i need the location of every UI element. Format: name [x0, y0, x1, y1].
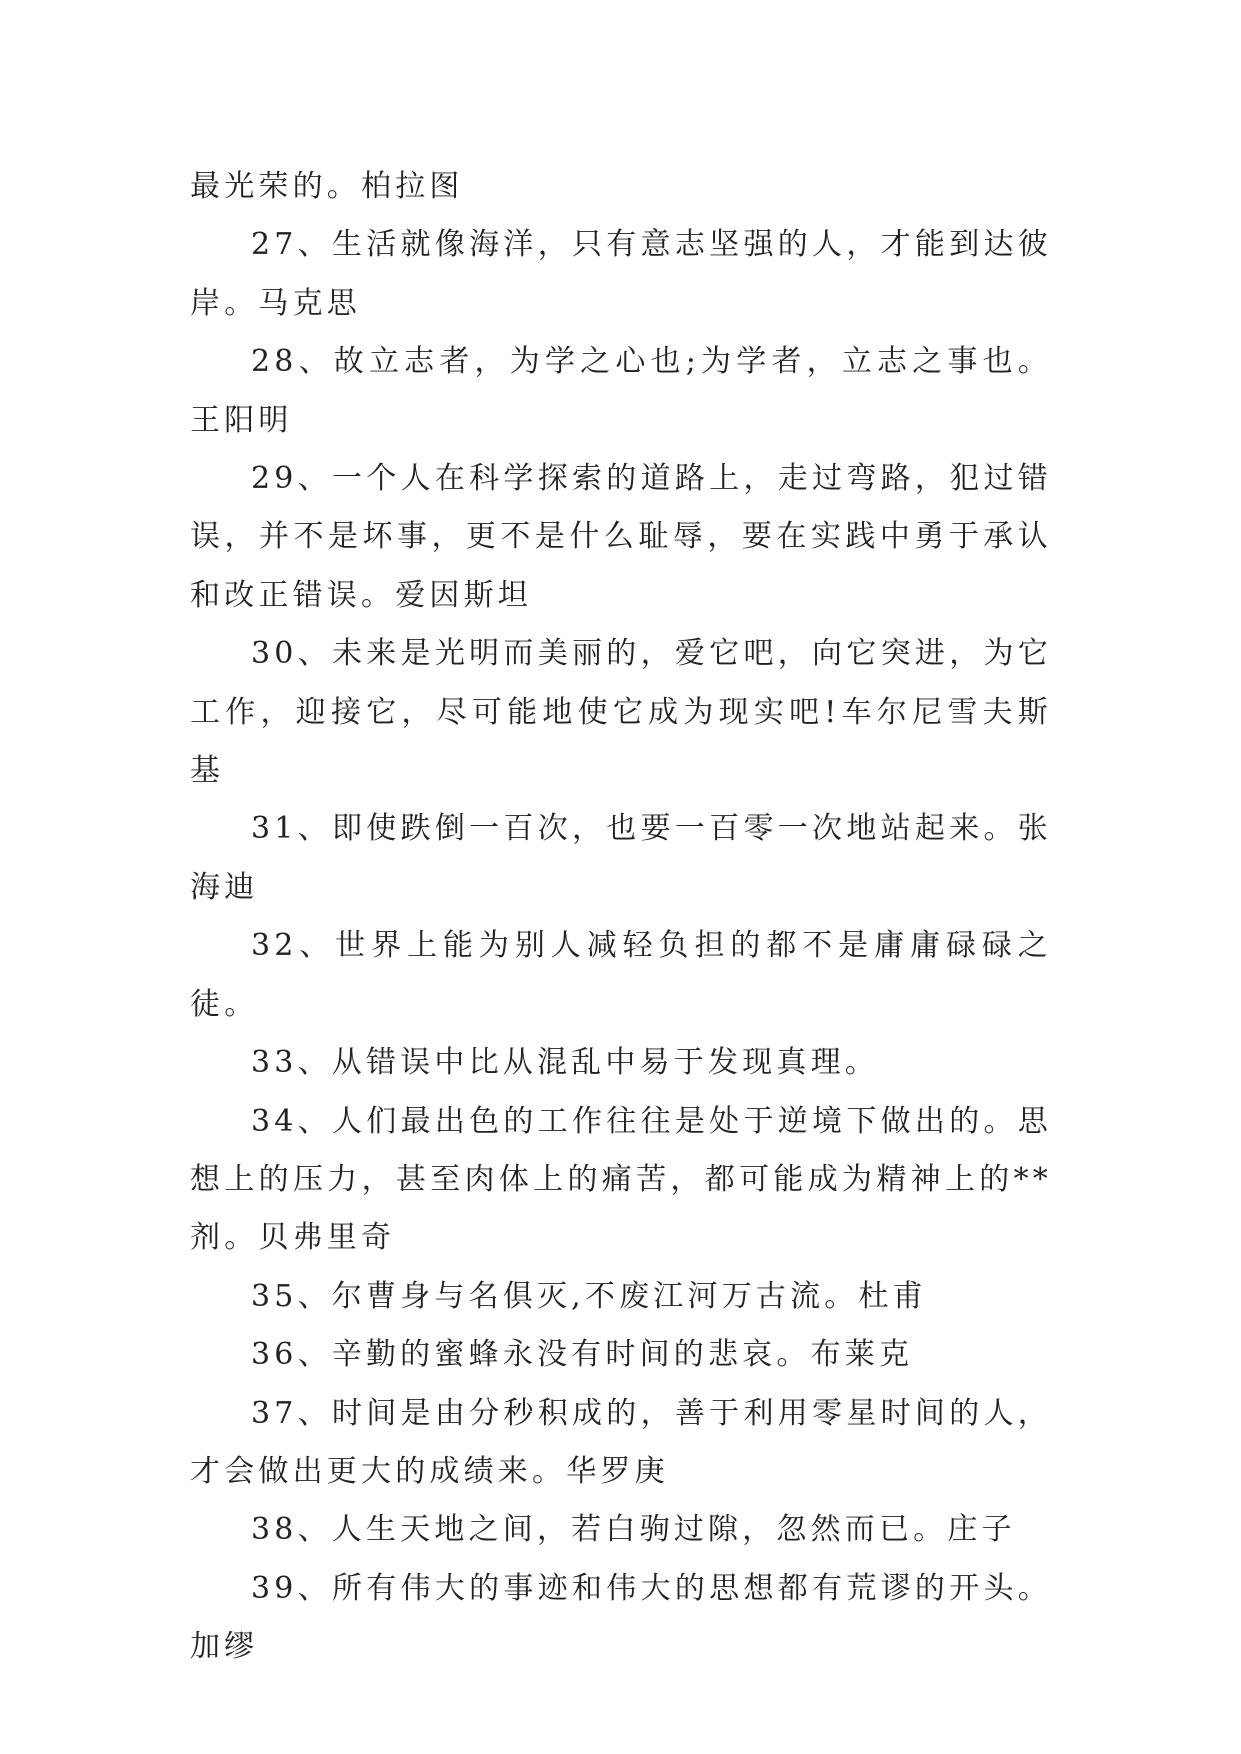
quote-30: 30、未来是光明而美丽的，爱它吧，向它突进，为它工作，迎接它，尽可能地使它成为现实吧!车尔尼雪夫斯基 [190, 636, 1052, 789]
quote-35: 35、尔曹身与名俱灭,不废江河万古流。杜甫 [251, 1278, 927, 1314]
quote-36: 36、辛勤的蜜蜂永没有时间的悲哀。布莱克 [251, 1337, 914, 1373]
quote-31: 31、即使跌倒一百次，也要一百零一次地站起来。张海迪 [190, 811, 1052, 905]
quote-29: 29、一个人在科学探索的道路上，走过弯路，犯过错误，并不是坏事，更不是什么耻辱，要在实践中勇于承认和改正错误。爱因斯坦 [190, 461, 1052, 613]
quote-34: 34、人们最出色的工作往往是处于逆境下做出的。思想上的压力，甚至肉体上的痛苦，都可能成为精神上的**剂。贝弗里奇 [190, 1103, 1052, 1256]
quote-28: 28、故立志者，为学之心也;为学者，立志之事也。王阳明 [190, 344, 1052, 438]
document-body [190, 158, 1052, 1677]
quote-32: 32、世界上能为别人减轻负担的都不是庸庸碌碌之徒。 [190, 928, 1052, 1022]
paragraph-continuation: 最光荣的。柏拉图 [190, 169, 464, 204]
quote-39: 39、所有伟大的事迹和伟大的思想都有荒谬的开头。加缪 [190, 1570, 1052, 1665]
quote-37: 37、时间是由分秒积成的，善于利用零星时间的人，才会做出更大的成绩来。华罗庚 [190, 1395, 1052, 1489]
quote-38: 38、人生天地之间，若白驹过隙，忽然而已。庄子 [251, 1512, 1016, 1548]
quote-27: 27、生活就像海洋，只有意志坚强的人，才能到达彼岸。马克思 [190, 227, 1052, 321]
quote-33: 33、从错误中比从混乱中易于发现真理。 [251, 1045, 879, 1081]
